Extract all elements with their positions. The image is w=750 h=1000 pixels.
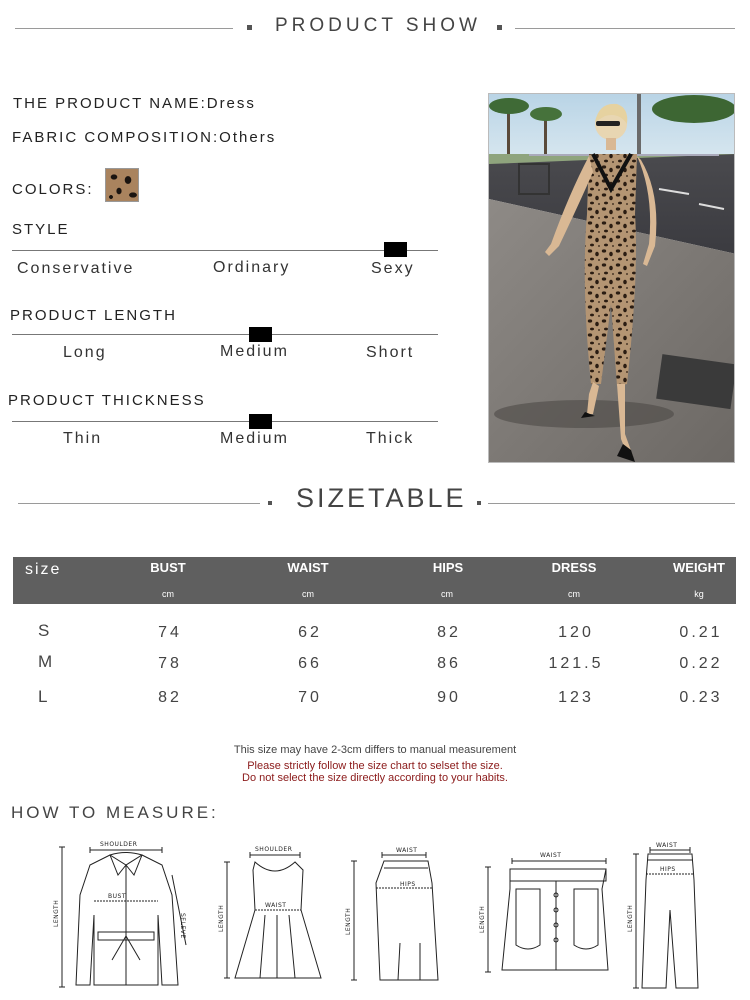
header-dot-left bbox=[247, 25, 252, 30]
table-cell: 82 bbox=[437, 624, 461, 641]
hips-unit: cm bbox=[441, 589, 453, 599]
bust-column-header: BUST bbox=[150, 560, 186, 575]
skirt-diagram bbox=[340, 843, 450, 985]
product-name: THE PRODUCT NAME:Dress bbox=[13, 95, 256, 112]
length-option-medium: Medium bbox=[220, 343, 289, 360]
size-label-s: S bbox=[38, 621, 50, 640]
sizetable-title: SIZETABLE bbox=[296, 483, 467, 513]
style-selected-marker bbox=[384, 242, 407, 257]
weight-unit: kg bbox=[694, 589, 704, 599]
fabric-composition: FABRIC COMPOSITION:Others bbox=[12, 129, 277, 146]
table-cell: 0.22 bbox=[679, 655, 723, 672]
length-label: LENGTH bbox=[53, 899, 60, 927]
table-cell: 82 bbox=[158, 689, 182, 706]
table-cell: 70 bbox=[298, 689, 322, 706]
style-option-sexy: Sexy bbox=[371, 260, 415, 277]
shoulder-label: SHOULDER bbox=[255, 846, 293, 853]
sizetable-divider-left bbox=[18, 503, 260, 504]
style-title: STYLE bbox=[12, 221, 70, 238]
thickness-option-thick: Thick bbox=[366, 430, 415, 447]
length-label: LENGTH bbox=[627, 904, 634, 932]
length-label: LENGTH bbox=[479, 905, 486, 933]
table-cell: 78 bbox=[158, 655, 182, 672]
table-cell: 86 bbox=[437, 655, 461, 672]
length-selected-marker bbox=[249, 327, 272, 342]
waist-label: WAIST bbox=[656, 842, 678, 849]
measurement-note: This size may have 2-3cm differs to manual measurement bbox=[233, 744, 517, 756]
weight-column-header: WEIGHT bbox=[673, 560, 725, 575]
leopard-swatch-icon bbox=[105, 168, 139, 202]
length-scale-line bbox=[12, 334, 438, 335]
dress-column-header: DRESS bbox=[551, 560, 597, 575]
table-cell: 0.21 bbox=[679, 624, 723, 641]
header-divider-right bbox=[515, 28, 735, 29]
size-label-m: M bbox=[38, 652, 53, 671]
thickness-option-medium: Medium bbox=[220, 430, 289, 447]
size-warning-2: Do not select the size directly according to your habits. bbox=[242, 772, 508, 784]
bust-unit: cm bbox=[162, 589, 174, 599]
thickness-title: PRODUCT THICKNESS bbox=[8, 392, 206, 409]
table-cell: 120 bbox=[558, 624, 594, 641]
length-label: LENGTH bbox=[218, 904, 225, 932]
waist-label: WAIST bbox=[396, 847, 418, 854]
hips-label: HIPS bbox=[400, 881, 416, 888]
table-cell: 123 bbox=[558, 689, 594, 706]
thickness-scale-line bbox=[12, 421, 438, 422]
colors-label: COLORS: bbox=[12, 181, 94, 198]
how-to-measure-title: HOW TO MEASURE: bbox=[11, 803, 219, 822]
table-cell: 121.5 bbox=[548, 655, 604, 672]
length-option-short: Short bbox=[366, 344, 415, 361]
thickness-selected-marker bbox=[249, 414, 272, 429]
bust-label: BUST bbox=[108, 893, 126, 900]
waist-unit: cm bbox=[302, 589, 314, 599]
table-cell: 0.23 bbox=[679, 689, 723, 706]
header-dot-right bbox=[497, 25, 502, 30]
product-show-title: PRODUCT SHOW bbox=[275, 15, 481, 36]
product-photo bbox=[488, 93, 735, 463]
length-label: LENGTH bbox=[345, 907, 352, 935]
waist-label: WAIST bbox=[540, 852, 562, 859]
sizetable-divider-right bbox=[488, 503, 735, 504]
hips-column-header: HIPS bbox=[432, 560, 464, 575]
size-table-header bbox=[13, 557, 736, 604]
size-label-l: L bbox=[38, 687, 48, 706]
thickness-option-thin: Thin bbox=[63, 430, 103, 447]
jacket-diagram bbox=[50, 835, 200, 990]
length-title: PRODUCT LENGTH bbox=[10, 307, 177, 324]
length-option-long: Long bbox=[63, 344, 107, 361]
sizetable-dot-left bbox=[268, 501, 272, 505]
style-option-conservative: Conservative bbox=[17, 260, 135, 277]
denim-skirt-diagram bbox=[470, 845, 620, 975]
header-divider-left bbox=[15, 28, 233, 29]
table-cell: 66 bbox=[298, 655, 322, 672]
sizetable-dot-right bbox=[477, 501, 481, 505]
sleeve-label: SELEVE bbox=[179, 913, 186, 939]
table-cell: 62 bbox=[298, 624, 322, 641]
waist-label: WAIST bbox=[265, 902, 287, 909]
dress-unit: cm bbox=[568, 589, 580, 599]
dress-diagram bbox=[215, 840, 330, 985]
hips-label: HIPS bbox=[660, 866, 676, 873]
table-cell: 90 bbox=[437, 689, 461, 706]
pants-diagram bbox=[622, 840, 702, 992]
style-scale-line bbox=[12, 250, 438, 251]
table-cell: 74 bbox=[158, 624, 182, 641]
style-option-ordinary: Ordinary bbox=[213, 259, 291, 276]
shoulder-label: SHOULDER bbox=[100, 841, 138, 848]
size-column-header: size bbox=[25, 561, 62, 578]
waist-column-header: WAIST bbox=[287, 560, 329, 575]
size-warning-1: Please strictly follow the size chart to selset the size. bbox=[247, 760, 503, 772]
